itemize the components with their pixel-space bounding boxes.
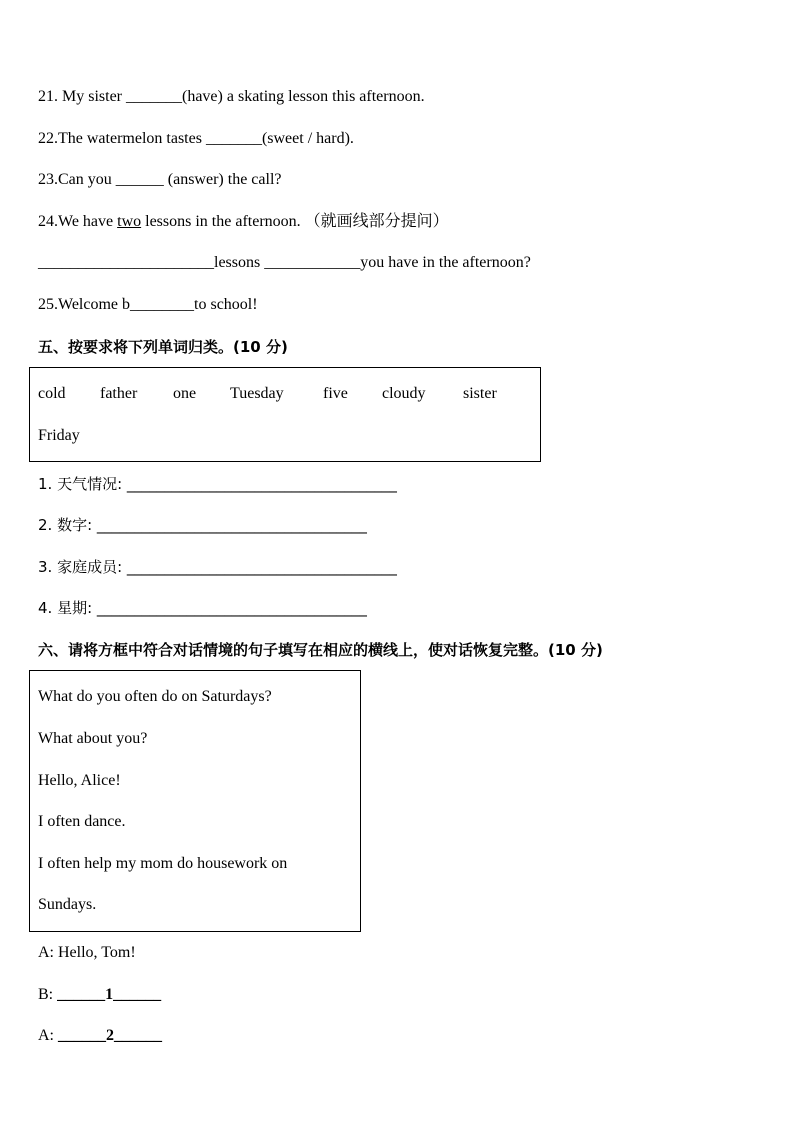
category-family: 3. 家庭成员: ____________________________________ — [38, 558, 397, 576]
question-24 — [38, 212, 449, 232]
question-24-answer-line: ______________________lessons ____________you have in the afternoon? — [38, 254, 531, 271]
word-item: one — [173, 385, 197, 402]
category-weekdays: 4. 星期: ____________________________________ — [38, 599, 367, 617]
answer-blank-1: ______1______ — [57, 986, 162, 1003]
dialogue-text: Hello, Tom! — [58, 944, 136, 961]
word-item: cloudy — [382, 385, 426, 402]
dialogue-line-a1 — [38, 943, 136, 963]
category-weather: 1. 天气情况: ____________________________________ — [38, 475, 397, 493]
question-24-underlined-word: two — [117, 213, 142, 230]
sentence-option: I often dance. — [38, 813, 126, 830]
word-box — [29, 367, 541, 462]
word-item: father — [100, 385, 138, 402]
question-24-prefix: 24.We have — [38, 213, 118, 230]
speaker-label: A: — [38, 1027, 58, 1044]
section-5-heading: 五、按要求将下列单词归类。(10 分) — [38, 338, 288, 356]
question-22: 22.The watermelon tastes _______(sweet / hard). — [38, 130, 354, 147]
word-item: Tuesday — [230, 385, 284, 402]
word-item: five — [323, 385, 348, 402]
category-numbers: 2. 数字: ____________________________________ — [38, 516, 367, 534]
question-25: 25.Welcome b________to school! — [38, 296, 258, 313]
sentence-option: What do you often do on Saturdays? — [38, 688, 272, 705]
sentence-box — [29, 670, 361, 932]
sentence-option: What about you? — [38, 730, 148, 747]
question-24-suffix: lessons in the afternoon. （就画线部分提问） — [141, 213, 449, 230]
dialogue-line-a2 — [38, 1026, 162, 1046]
word-item: sister — [463, 385, 497, 402]
dialogue-line-b1 — [38, 985, 161, 1005]
speaker-label: B: — [38, 986, 58, 1003]
sentence-option-continued: Sundays. — [38, 896, 97, 913]
question-23: 23.Can you ______ (answer) the call? — [38, 171, 282, 188]
answer-blank-2: ______2______ — [58, 1027, 162, 1044]
speaker-label: A: — [38, 944, 58, 961]
section-6-heading: 六、请将方框中符合对话情境的句子填写在相应的横线上，使对话恢复完整。(10 分) — [38, 641, 603, 659]
word-item: cold — [38, 385, 66, 402]
question-21: 21. My sister _______(have) a skating lesson this afternoon. — [38, 88, 425, 105]
sentence-option: Hello, Alice! — [38, 772, 121, 789]
sentence-option: I often help my mom do housework on — [38, 855, 288, 872]
word-item: Friday — [38, 427, 80, 444]
